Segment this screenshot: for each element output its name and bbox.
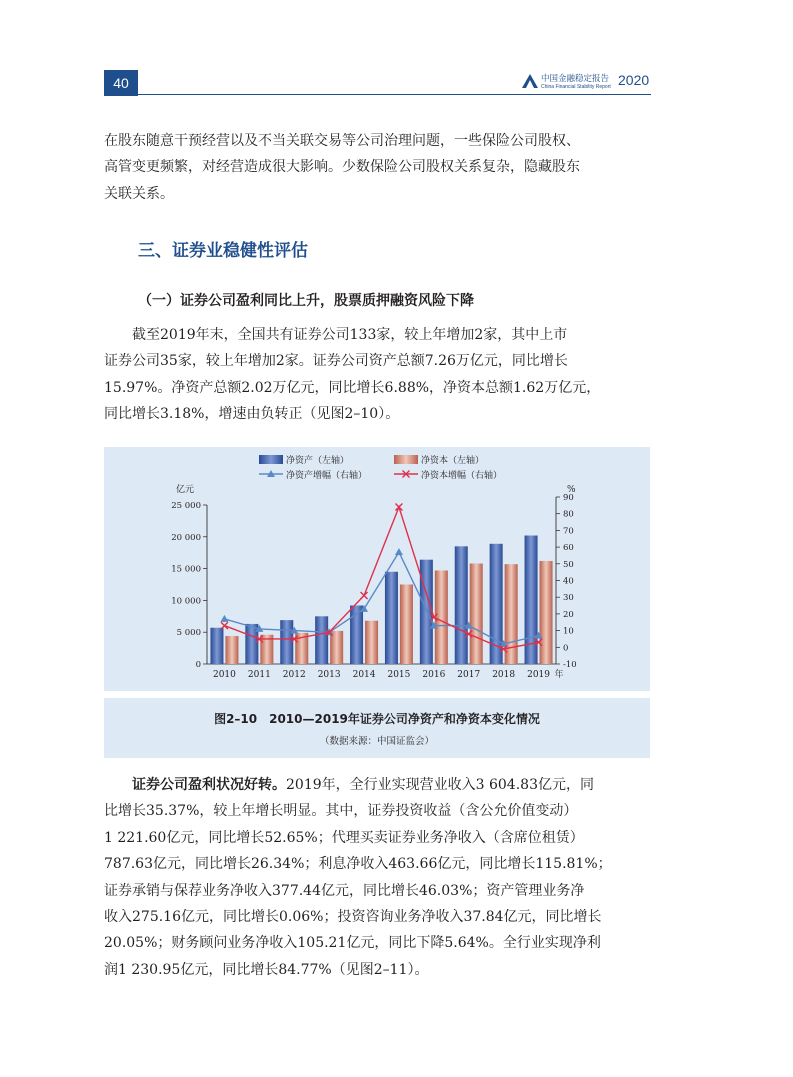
text-line: 高管变更频繁，对经营造成很大影响。少数保险公司股权关系复杂，隐藏股东 xyxy=(104,159,580,176)
left-tick-label: 15 000 xyxy=(171,564,201,575)
right-tick-label: 50 xyxy=(563,559,574,570)
text-line-rest: 2019年，全行业实现营业收入3 604.83亿元，同 xyxy=(286,777,594,793)
bar-net-assets xyxy=(210,628,223,664)
bar-net-assets xyxy=(385,572,398,664)
bar-net-assets xyxy=(315,616,328,664)
x-tick-label: 2019 xyxy=(527,670,551,680)
text-line: 在股东随意干预经营以及不当关联交易等公司治理问题，一些保险公司股权、 xyxy=(104,133,580,149)
paragraph-1 xyxy=(104,128,652,207)
paragraph-3 xyxy=(104,772,652,983)
text-line: 同比增长3.18%，增速由负转正（见图2–10）。 xyxy=(104,406,400,423)
header-rule xyxy=(104,94,651,95)
right-tick-label: 0 xyxy=(563,643,569,654)
x-tick-label: 2015 xyxy=(387,670,411,680)
legend-label-net-capital: 净资本（左轴） xyxy=(421,456,485,466)
right-axis-unit: % xyxy=(567,485,576,495)
bar-net-assets xyxy=(420,560,433,664)
text-line: 证券公司35家，较上年增加2家。证券公司资产总额7.26万亿元，同比增长 xyxy=(104,353,568,370)
right-tick-label: 20 xyxy=(563,609,574,620)
right-tick-label: 10 xyxy=(563,626,574,637)
x-tick-label: 2011 xyxy=(247,670,271,680)
legend-swatch-net-capital xyxy=(394,455,418,464)
legend-label-net-assets-growth: 净资产增幅（右轴） xyxy=(286,471,368,481)
figure-source: （数据来源：中国证监会） xyxy=(319,736,434,747)
right-tick-label: -10 xyxy=(563,660,577,670)
x-tick-label: 2017 xyxy=(457,670,481,680)
left-tick-label: 20 000 xyxy=(171,532,201,543)
left-tick-label: 25 000 xyxy=(171,501,201,511)
bar-net-capital xyxy=(225,636,238,664)
text-line xyxy=(104,772,652,798)
marker-net-capital-growth xyxy=(221,622,228,629)
right-tick-label: 30 xyxy=(563,593,574,604)
report-title-en: China Financial Stability Report xyxy=(541,84,611,90)
report-logo-icon xyxy=(521,72,539,90)
left-tick-label: 5 000 xyxy=(176,628,201,639)
text-line: 收入275.16亿元，同比增长0.06%；投资咨询业务净收入37.84亿元，同比增长 xyxy=(104,909,602,926)
right-tick-label: 70 xyxy=(563,526,574,537)
text-line: 润1 230.95亿元，同比增长84.77%（见图2–11）。 xyxy=(104,961,429,978)
text-line: 787.63亿元，同比增长26.34%；利息净收入463.66亿元，同比增长115.81%； xyxy=(104,856,612,873)
x-axis-suffix: 年 xyxy=(554,670,564,680)
report-year: 2020 xyxy=(618,72,650,88)
paragraph-lead: 证券公司盈利状况好转。 xyxy=(132,777,286,793)
left-tick-label: 10 000 xyxy=(171,596,201,607)
figure-caption xyxy=(104,698,650,758)
right-tick-label: 80 xyxy=(563,509,574,520)
bar-net-capital xyxy=(435,571,448,664)
page-number: 40 xyxy=(104,70,138,96)
legend-swatch-net-assets xyxy=(259,455,283,464)
text-line: 关联关系。 xyxy=(104,185,174,202)
subsection-heading: （一）证券公司盈利同比上升，股票质押融资风险下降 xyxy=(138,293,474,309)
marker-net-capital-growth xyxy=(361,592,368,599)
bar-net-capital xyxy=(470,564,483,664)
figure-2-10-chart xyxy=(104,447,650,691)
bar-net-assets xyxy=(455,546,468,664)
marker-net-assets-growth xyxy=(220,615,228,622)
text-line: 15.97%。净资产总额2.02万亿元，同比增长6.88%，净资本总额1.62万亿元， xyxy=(104,379,601,396)
left-axis-unit: 亿元 xyxy=(176,485,195,495)
text-line: 证券承销与保荐业务净收入377.44亿元，同比增长46.03%；资产管理业务净 xyxy=(104,882,585,899)
chart-svg xyxy=(104,447,650,691)
x-tick-label: 2012 xyxy=(282,670,306,680)
figure-title: 图2–10 2010—2019年证券公司净资产和净资本变化情况 xyxy=(214,712,540,726)
text-line: 比增长35.37%，较上年增长明显。其中，证券投资收益（含公允价值变动） xyxy=(104,803,578,820)
x-tick-label: 2016 xyxy=(422,670,446,680)
paragraph-2 xyxy=(104,322,652,428)
right-tick-label: 90 xyxy=(563,493,574,503)
left-tick-label: 0 xyxy=(195,660,201,670)
marker-net-capital-growth xyxy=(395,504,402,511)
bar-net-capital xyxy=(400,585,413,665)
bar-net-capital xyxy=(540,561,553,664)
right-tick-label: 60 xyxy=(563,543,574,554)
bar-net-assets xyxy=(245,624,258,664)
text-line: 1 221.60亿元，同比增长52.65%；代理买卖证券业务净收入（含席位租赁） xyxy=(104,829,584,846)
x-tick-label: 2013 xyxy=(317,670,341,680)
x-tick-label: 2010 xyxy=(212,670,236,680)
x-tick-label: 2014 xyxy=(352,670,376,680)
section-heading: 三、证券业稳健性评估 xyxy=(138,241,308,261)
text-line: 20.05%；财务顾问业务净收入105.21亿元，同比下降5.64%。全行业实现净利 xyxy=(104,935,601,952)
marker-net-assets-growth xyxy=(395,548,403,555)
report-title-cn: 中国金融稳定报告 xyxy=(541,74,610,84)
text-line: 截至2019年末，全国共有证券公司133家，较上年增加2家，其中上市 xyxy=(132,327,568,343)
bar-net-capital xyxy=(365,621,378,664)
x-tick-label: 2018 xyxy=(492,670,516,680)
legend-label-net-assets: 净资产（左轴） xyxy=(286,456,350,466)
right-tick-label: 40 xyxy=(563,576,574,587)
legend-label-net-capital-growth: 净资本增幅（右轴） xyxy=(421,471,503,481)
